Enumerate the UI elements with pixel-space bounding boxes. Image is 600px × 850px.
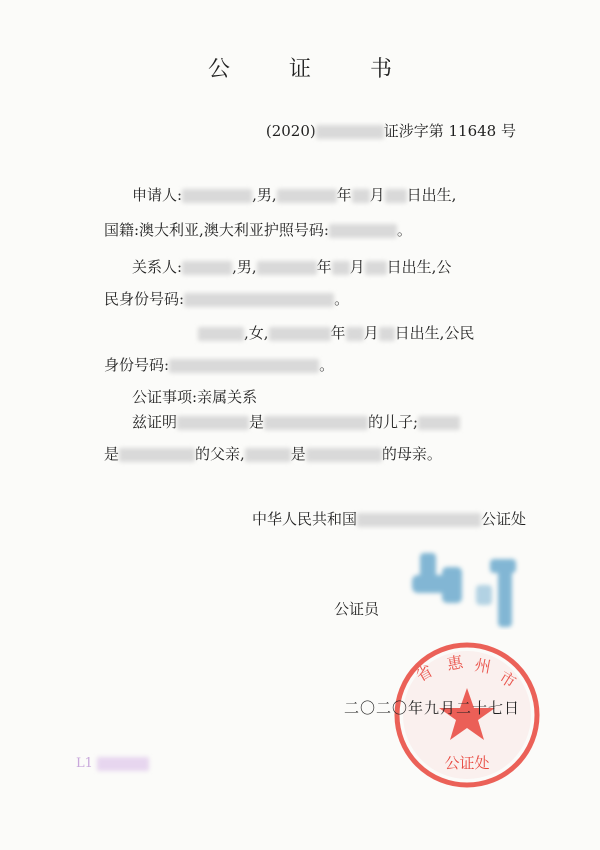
redacted-passport bbox=[329, 224, 397, 238]
relative2-id-line: 身份号码: 。 bbox=[104, 356, 335, 374]
issuer: 中华人民共和国 公证处 bbox=[251, 510, 526, 528]
notary-signature bbox=[402, 545, 532, 630]
redacted-day bbox=[379, 327, 395, 341]
stamp-code: L1 bbox=[76, 756, 149, 771]
relative-line: 关系人: ,男, 年 月 日出生,公 bbox=[132, 258, 452, 276]
redacted-year bbox=[257, 261, 317, 275]
issue-date: 二〇二〇年九月二十七日 bbox=[344, 699, 521, 717]
svg-text:公证处: 公证处 bbox=[444, 754, 490, 772]
relative-id-line: 民身份号码: 。 bbox=[104, 290, 350, 308]
document-number: (2020) 证涉字第 11648 号 bbox=[265, 122, 516, 140]
redacted-code bbox=[97, 757, 149, 771]
redacted-day bbox=[365, 261, 387, 275]
redacted-month bbox=[352, 189, 370, 203]
redacted-year bbox=[277, 189, 337, 203]
redacted-name bbox=[306, 448, 382, 462]
redacted-office bbox=[357, 513, 481, 527]
nationality-line: 国籍:澳大利亚,澳大利亚护照号码: 。 bbox=[104, 221, 412, 239]
redacted-name bbox=[245, 448, 291, 462]
redacted-office bbox=[316, 125, 384, 139]
relative2-line: ,女, 年 月 日出生,公民 bbox=[198, 322, 474, 343]
certify-line-2: 是 的父亲, 是 的母亲。 bbox=[104, 445, 442, 463]
redacted-id-number bbox=[169, 359, 319, 373]
redacted-parents bbox=[264, 416, 368, 430]
redacted-name bbox=[182, 261, 232, 275]
redacted-year bbox=[269, 327, 331, 341]
redacted-name bbox=[119, 448, 195, 462]
redacted-day bbox=[385, 189, 407, 203]
redacted-name bbox=[177, 416, 249, 430]
svg-text:市: 市 bbox=[495, 667, 520, 692]
svg-text:州: 州 bbox=[473, 655, 493, 677]
applicant-line: 申请人: ,男, 年 月 日出生, bbox=[132, 186, 457, 204]
matter-line: 公证事项:亲属关系 bbox=[132, 388, 258, 406]
svg-text:省: 省 bbox=[412, 661, 436, 686]
redacted-name bbox=[418, 416, 460, 430]
redacted-name bbox=[198, 327, 244, 341]
svg-text:惠: 惠 bbox=[445, 652, 465, 674]
redacted-month bbox=[332, 261, 350, 275]
redacted-month bbox=[346, 327, 364, 341]
notary-label: 公证员 bbox=[334, 600, 380, 618]
page-title: 公 证 书 bbox=[208, 57, 418, 82]
certify-line-1: 兹证明 是 的儿子; bbox=[132, 411, 460, 432]
redacted-name bbox=[182, 189, 252, 203]
redacted-id-number bbox=[184, 293, 334, 307]
